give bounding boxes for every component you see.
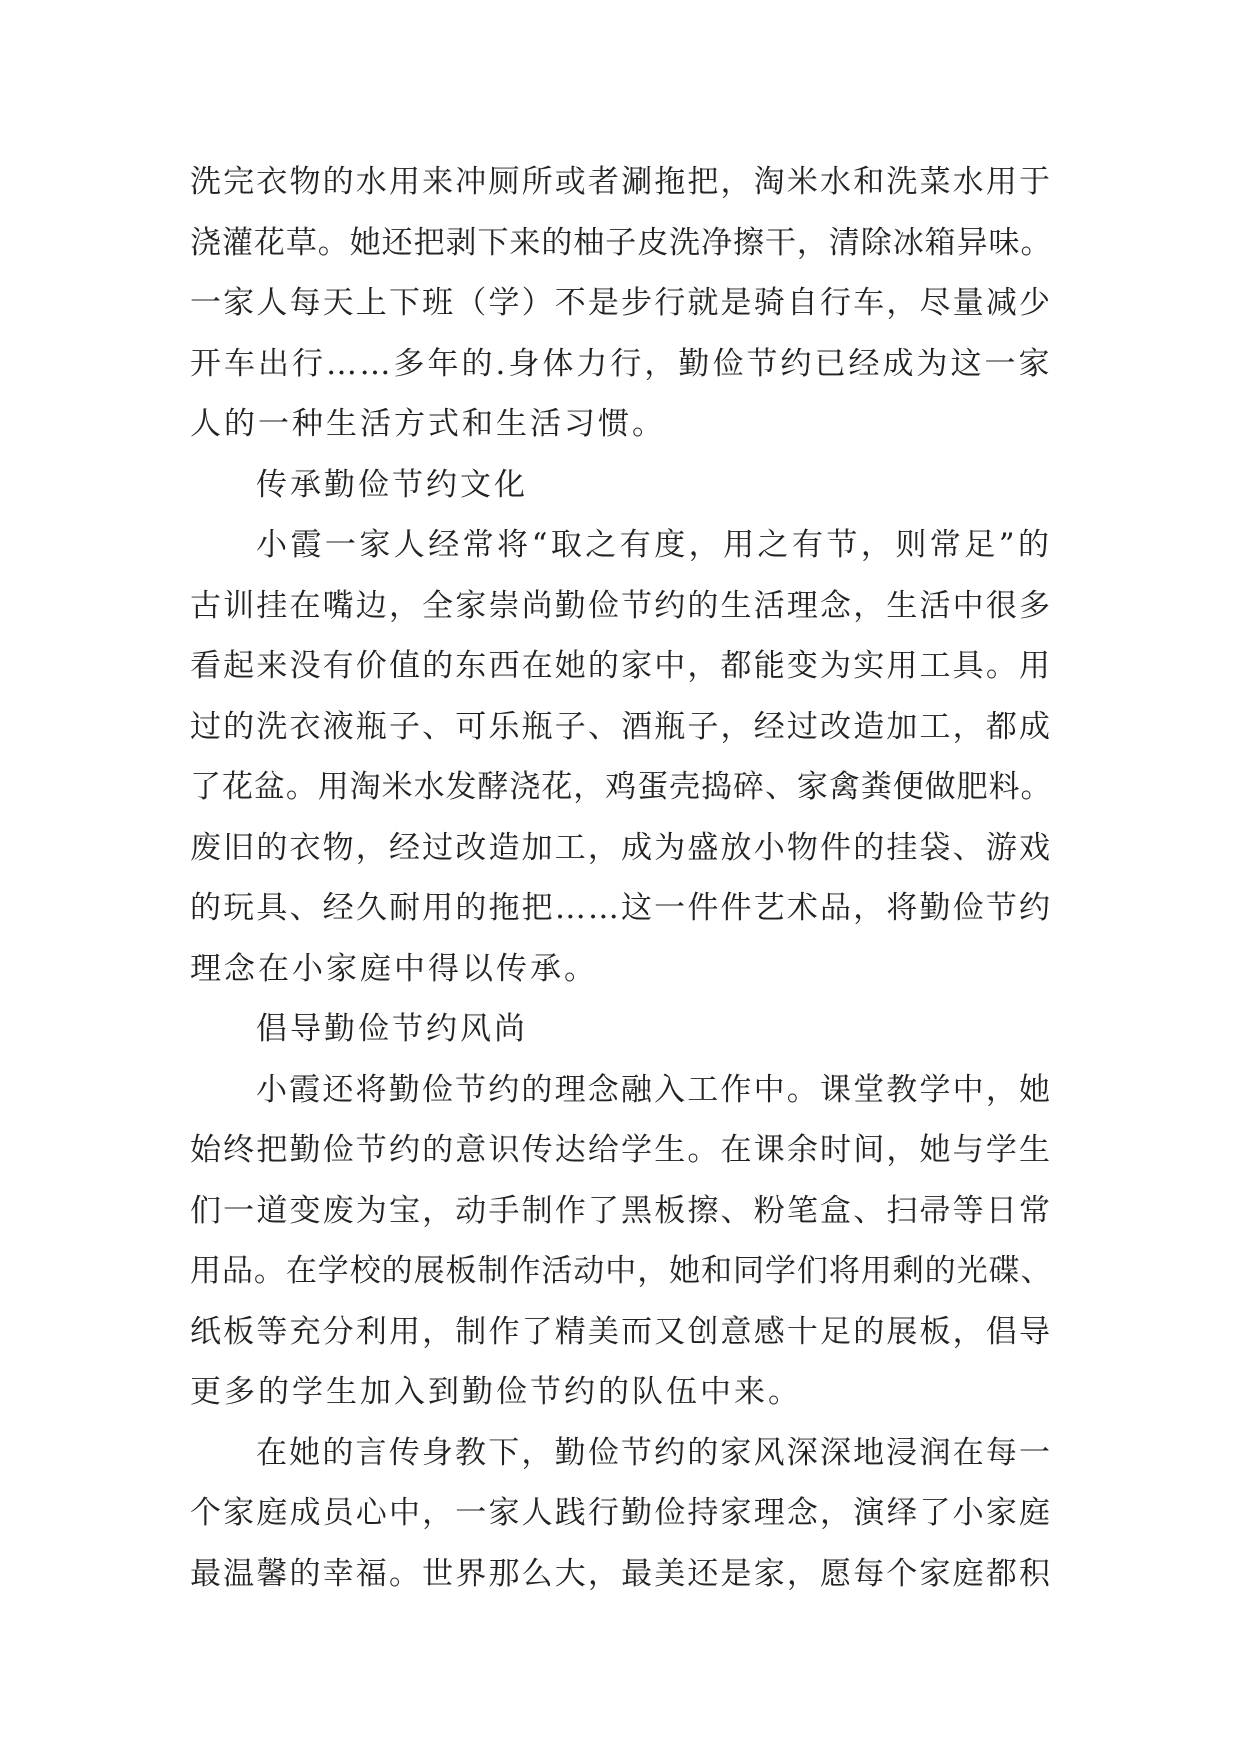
- document-body: [190, 152, 1052, 1604]
- text-line: 洗完衣物的水用来冲厕所或者涮拖把，淘米水和洗菜水用于: [190, 164, 1052, 200]
- text-line: 在她的言传身教下，勤俭节约的家风深深地浸润在每一: [256, 1434, 1052, 1471]
- text-line: 古训挂在嘴边，全家崇尚勤俭节约的生活理念，生活中很多: [190, 587, 1052, 624]
- text-line: 的玩具、经久耐用的拖把……这一件件艺术品，将勤俭节约: [190, 890, 1052, 926]
- text-line: 看起来没有价值的东西在她的家中，都能变为实用工具。用: [190, 648, 1052, 684]
- text-line: 废旧的衣物，经过改造加工，成为盛放小物件的挂袋、游戏: [190, 829, 1052, 866]
- text-line: 用品。在学校的展板制作活动中，她和同学们将用剩的光碟、: [190, 1253, 1052, 1289]
- heading-text: 传承勤俭节约文化: [256, 466, 528, 503]
- text-line: 开车出行……多年的.身体力行，勤俭节约已经成为这一家: [190, 345, 1052, 382]
- text-line: 理念在小家庭中得以传承。: [190, 950, 598, 987]
- text-line: 始终把勤俭节约的意识传达给学生。在课余时间，她与学生: [190, 1132, 1052, 1168]
- text-line: 个家庭成员心中，一家人践行勤俭持家理念，演绎了小家庭: [190, 1495, 1052, 1531]
- paragraph: [190, 1060, 1052, 1423]
- text-line: 纸板等充分利用，制作了精美而又创意感十足的展板，倡导: [190, 1313, 1052, 1350]
- paragraph: [190, 1423, 1052, 1605]
- heading-text: 倡导勤俭节约风尚: [256, 1011, 528, 1047]
- text-line: 了花盆。用淘米水发酵浇花，鸡蛋壳捣碎、家禽粪便做肥料。: [190, 769, 1052, 805]
- paragraph: [190, 515, 1052, 999]
- paragraph: [190, 152, 1052, 455]
- text-line: 浇灌花草。她还把剥下来的柚子皮洗净擦干，清除冰箱异味。: [190, 224, 1052, 261]
- section-heading: [190, 455, 1052, 516]
- text-line: 小霞还将勤俭节约的理念融入工作中。课堂教学中，她: [256, 1071, 1052, 1108]
- text-line: 最温馨的幸福。世界那么大，最美还是家，愿每个家庭都积: [190, 1555, 1052, 1592]
- text-line: 们一道变废为宝，动手制作了黑板擦、粉笔盒、扫帚等日常: [190, 1192, 1052, 1229]
- text-line: 过的洗衣液瓶子、可乐瓶子、酒瓶子，经过改造加工，都成: [190, 708, 1052, 745]
- text-line: 人的一种生活方式和生活习惯。: [190, 406, 666, 442]
- text-line: 小霞一家人经常将“取之有度，用之有节，则常足”的: [256, 527, 1052, 563]
- text-line: 更多的学生加入到勤俭节约的队伍中来。: [190, 1374, 802, 1410]
- text-line: 一家人每天上下班（学）不是步行就是骑自行车，尽量减少: [190, 285, 1052, 321]
- section-heading: [190, 999, 1052, 1060]
